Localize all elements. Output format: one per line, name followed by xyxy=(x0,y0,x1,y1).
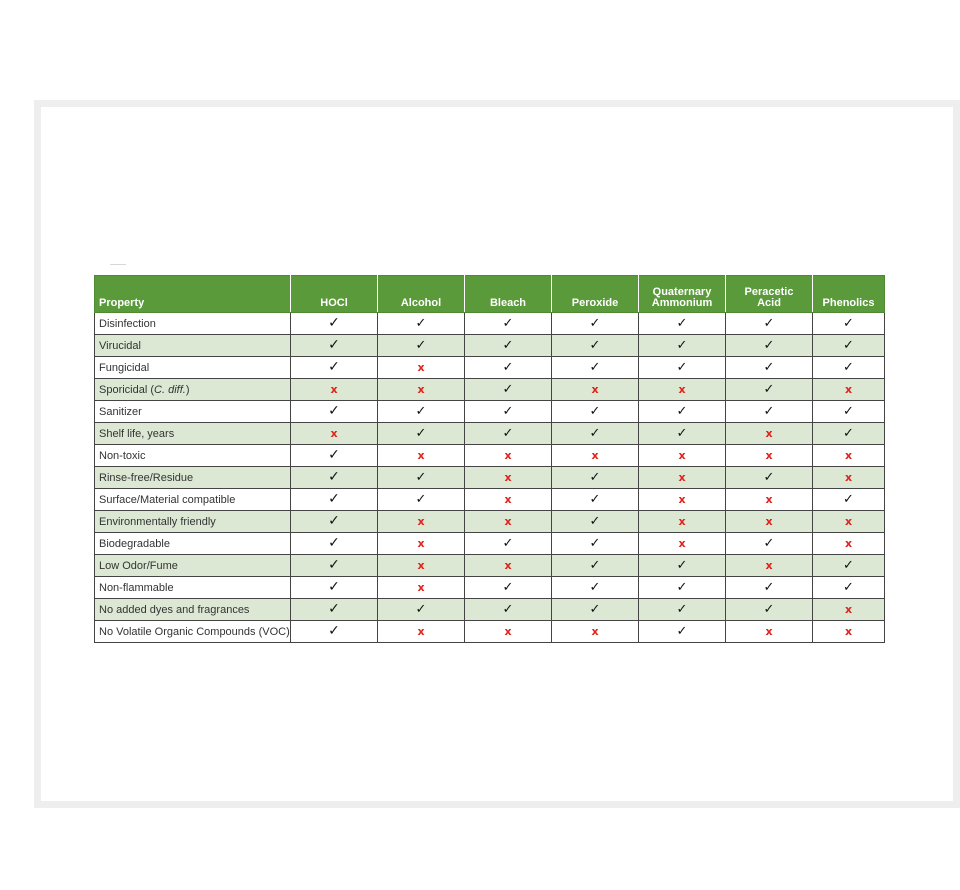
value-cell xyxy=(465,621,552,643)
value-cell xyxy=(552,379,639,401)
value-cell xyxy=(639,555,726,577)
value-cell xyxy=(726,555,813,577)
value-cell xyxy=(726,599,813,621)
value-cell xyxy=(465,357,552,379)
value-cell xyxy=(813,379,885,401)
value-cell xyxy=(726,489,813,511)
check-icon: ✓ xyxy=(415,338,427,353)
value-cell xyxy=(378,357,465,379)
check-icon: ✓ xyxy=(589,602,601,617)
column-header xyxy=(726,276,813,313)
check-icon: ✓ xyxy=(676,360,688,375)
table-row xyxy=(95,599,885,621)
value-cell xyxy=(726,445,813,467)
check-icon: ✓ xyxy=(676,338,688,353)
value-cell xyxy=(291,511,378,533)
check-icon: ✓ xyxy=(589,316,601,331)
value-cell xyxy=(813,423,885,445)
check-icon: ✓ xyxy=(843,580,854,595)
check-icon: ✓ xyxy=(763,338,775,353)
value-cell xyxy=(552,489,639,511)
table-row xyxy=(95,489,885,511)
x-icon: x xyxy=(504,515,512,528)
value-cell xyxy=(552,533,639,555)
x-icon: x xyxy=(417,537,425,550)
check-icon: ✓ xyxy=(589,426,601,441)
x-icon: x xyxy=(417,625,425,638)
property-cell: Disinfection xyxy=(95,313,291,335)
value-cell xyxy=(465,313,552,335)
x-icon: x xyxy=(591,449,599,462)
column-header-line: Ammonium xyxy=(651,297,713,309)
faint-line xyxy=(110,264,126,265)
check-icon: ✓ xyxy=(763,382,775,397)
property-cell: Virucidal xyxy=(95,335,291,357)
value-cell xyxy=(291,489,378,511)
check-icon: ✓ xyxy=(328,579,340,595)
check-icon: ✓ xyxy=(328,491,340,507)
value-cell xyxy=(813,489,885,511)
value-cell xyxy=(378,489,465,511)
check-icon: ✓ xyxy=(676,624,688,639)
value-cell xyxy=(726,423,813,445)
value-cell xyxy=(639,445,726,467)
x-icon: x xyxy=(844,625,853,638)
x-icon: x xyxy=(678,493,686,506)
value-cell xyxy=(291,533,378,555)
check-icon: ✓ xyxy=(589,558,601,573)
value-cell xyxy=(378,621,465,643)
x-icon: x xyxy=(678,471,686,484)
x-icon: x xyxy=(765,559,773,572)
check-icon: ✓ xyxy=(589,580,601,595)
value-cell xyxy=(465,423,552,445)
check-icon: ✓ xyxy=(502,536,514,551)
property-cell: Sanitizer xyxy=(95,401,291,423)
x-icon: x xyxy=(844,537,853,550)
value-cell xyxy=(378,423,465,445)
property-cell: Surface/Material compatible xyxy=(95,489,291,511)
check-icon: ✓ xyxy=(843,426,854,441)
property-cell: Shelf life, years xyxy=(95,423,291,445)
value-cell xyxy=(291,555,378,577)
x-icon: x xyxy=(417,559,425,572)
x-icon: x xyxy=(417,449,425,462)
value-cell xyxy=(552,423,639,445)
column-header xyxy=(639,276,726,313)
value-cell xyxy=(726,401,813,423)
property-cell: Fungicidal xyxy=(95,357,291,379)
x-icon: x xyxy=(504,559,512,572)
value-cell xyxy=(465,533,552,555)
value-cell xyxy=(291,621,378,643)
check-icon: ✓ xyxy=(676,404,688,419)
value-cell xyxy=(639,577,726,599)
check-icon: ✓ xyxy=(328,447,340,463)
column-header-line: Acid xyxy=(757,297,781,309)
check-icon: ✓ xyxy=(589,360,601,375)
value-cell xyxy=(639,357,726,379)
x-icon: x xyxy=(591,625,599,638)
value-cell xyxy=(291,467,378,489)
check-icon: ✓ xyxy=(843,404,854,419)
value-cell xyxy=(639,599,726,621)
value-cell xyxy=(639,401,726,423)
table-row xyxy=(95,555,885,577)
x-icon: x xyxy=(417,383,425,396)
value-cell xyxy=(465,445,552,467)
value-cell xyxy=(552,335,639,357)
value-cell xyxy=(639,335,726,357)
check-icon: ✓ xyxy=(589,492,601,507)
property-cell: No added dyes and fragrances xyxy=(95,599,291,621)
value-cell xyxy=(465,511,552,533)
value-cell xyxy=(726,335,813,357)
check-icon: ✓ xyxy=(843,338,854,353)
value-cell xyxy=(726,533,813,555)
value-cell xyxy=(378,467,465,489)
table-body xyxy=(95,313,885,643)
check-icon: ✓ xyxy=(676,602,688,617)
check-icon: ✓ xyxy=(676,426,688,441)
value-cell xyxy=(291,379,378,401)
check-icon: ✓ xyxy=(415,404,427,419)
table-row xyxy=(95,401,885,423)
value-cell xyxy=(813,467,885,489)
x-icon: x xyxy=(765,427,773,440)
check-icon: ✓ xyxy=(328,535,340,551)
value-cell xyxy=(378,335,465,357)
value-cell xyxy=(639,313,726,335)
table-header-row xyxy=(95,276,885,313)
column-header-line: Peracetic xyxy=(744,286,794,298)
check-icon: ✓ xyxy=(589,338,601,353)
value-cell xyxy=(813,401,885,423)
x-icon: x xyxy=(844,383,853,396)
value-cell xyxy=(378,577,465,599)
check-icon: ✓ xyxy=(763,536,775,551)
table-row xyxy=(95,511,885,533)
check-icon: ✓ xyxy=(676,580,688,595)
check-icon: ✓ xyxy=(502,602,514,617)
check-icon: ✓ xyxy=(328,557,340,573)
value-cell xyxy=(378,401,465,423)
value-cell xyxy=(291,335,378,357)
value-cell xyxy=(465,555,552,577)
value-cell xyxy=(639,423,726,445)
value-cell xyxy=(726,357,813,379)
property-cell: Non-toxic xyxy=(95,445,291,467)
table-row xyxy=(95,379,885,401)
value-cell xyxy=(552,621,639,643)
check-icon: ✓ xyxy=(502,426,514,441)
property-cell: Low Odor/Fume xyxy=(95,555,291,577)
check-icon: ✓ xyxy=(763,404,775,419)
comparison-table xyxy=(94,275,885,643)
check-icon: ✓ xyxy=(415,426,427,441)
value-cell xyxy=(726,467,813,489)
check-icon: ✓ xyxy=(502,316,514,331)
value-cell xyxy=(813,357,885,379)
value-cell xyxy=(291,599,378,621)
check-icon: ✓ xyxy=(589,514,601,529)
check-icon: ✓ xyxy=(843,316,854,331)
value-cell xyxy=(639,467,726,489)
value-cell xyxy=(291,577,378,599)
check-icon: ✓ xyxy=(328,359,340,375)
x-icon: x xyxy=(844,471,853,484)
check-icon: ✓ xyxy=(763,580,775,595)
value-cell xyxy=(552,599,639,621)
x-icon: x xyxy=(330,383,338,396)
value-cell xyxy=(378,445,465,467)
value-cell xyxy=(465,577,552,599)
value-cell xyxy=(726,621,813,643)
x-icon: x xyxy=(417,361,425,374)
value-cell xyxy=(378,313,465,335)
table-row xyxy=(95,533,885,555)
value-cell xyxy=(291,401,378,423)
value-cell xyxy=(552,555,639,577)
check-icon: ✓ xyxy=(676,316,688,331)
value-cell xyxy=(726,379,813,401)
x-icon: x xyxy=(678,537,686,550)
check-icon: ✓ xyxy=(763,602,775,617)
check-icon: ✓ xyxy=(415,492,427,507)
value-cell xyxy=(726,313,813,335)
value-cell xyxy=(378,555,465,577)
check-icon: ✓ xyxy=(328,337,340,353)
value-cell xyxy=(378,511,465,533)
column-header: Peroxide xyxy=(552,276,639,313)
x-icon: x xyxy=(844,515,853,528)
value-cell xyxy=(639,533,726,555)
check-icon: ✓ xyxy=(676,558,688,573)
value-cell xyxy=(465,401,552,423)
x-icon: x xyxy=(417,581,425,594)
check-icon: ✓ xyxy=(502,382,514,397)
value-cell xyxy=(291,423,378,445)
value-cell xyxy=(813,335,885,357)
value-cell xyxy=(552,357,639,379)
column-header: Property xyxy=(95,276,291,313)
table-row xyxy=(95,577,885,599)
value-cell xyxy=(291,445,378,467)
table-row xyxy=(95,423,885,445)
x-icon: x xyxy=(765,449,773,462)
check-icon: ✓ xyxy=(328,623,340,639)
value-cell xyxy=(726,577,813,599)
check-icon: ✓ xyxy=(502,360,514,375)
x-icon: x xyxy=(844,449,853,462)
table-row xyxy=(95,621,885,643)
check-icon: ✓ xyxy=(328,601,340,617)
check-icon: ✓ xyxy=(328,403,340,419)
property-cell: Environmentally friendly xyxy=(95,511,291,533)
property-cell: No Volatile Organic Compounds (VOC) xyxy=(95,621,291,643)
value-cell xyxy=(552,511,639,533)
x-icon: x xyxy=(504,471,512,484)
x-icon: x xyxy=(678,383,686,396)
check-icon: ✓ xyxy=(415,602,427,617)
check-icon: ✓ xyxy=(843,492,854,507)
property-cell: Non-flammable xyxy=(95,577,291,599)
x-icon: x xyxy=(504,625,512,638)
check-icon: ✓ xyxy=(843,360,854,375)
x-icon: x xyxy=(330,427,338,440)
x-icon: x xyxy=(678,515,686,528)
column-header: HOCl xyxy=(291,276,378,313)
value-cell xyxy=(552,401,639,423)
property-cell: Sporicidal (C. diff.) xyxy=(95,379,291,401)
value-cell xyxy=(552,467,639,489)
column-header: Phenolics xyxy=(813,276,885,313)
check-icon: ✓ xyxy=(415,316,427,331)
x-icon: x xyxy=(765,625,773,638)
check-icon: ✓ xyxy=(843,558,854,573)
value-cell xyxy=(378,533,465,555)
check-icon: ✓ xyxy=(415,470,427,485)
property-cell: Biodegradable xyxy=(95,533,291,555)
value-cell xyxy=(378,599,465,621)
x-icon: x xyxy=(765,493,773,506)
table-row xyxy=(95,357,885,379)
value-cell xyxy=(291,357,378,379)
value-cell xyxy=(813,313,885,335)
check-icon: ✓ xyxy=(328,315,340,331)
value-cell xyxy=(465,599,552,621)
x-icon: x xyxy=(504,449,512,462)
check-icon: ✓ xyxy=(589,404,601,419)
check-icon: ✓ xyxy=(589,470,601,485)
value-cell xyxy=(552,313,639,335)
value-cell xyxy=(813,445,885,467)
x-icon: x xyxy=(678,449,686,462)
value-cell xyxy=(552,577,639,599)
check-icon: ✓ xyxy=(328,469,340,485)
column-header: Alcohol xyxy=(378,276,465,313)
check-icon: ✓ xyxy=(502,338,514,353)
column-header-line: Quaternary xyxy=(652,286,712,298)
x-icon: x xyxy=(591,383,599,396)
x-icon: x xyxy=(844,603,853,616)
table-row xyxy=(95,445,885,467)
value-cell xyxy=(813,511,885,533)
check-icon: ✓ xyxy=(763,360,775,375)
value-cell xyxy=(813,599,885,621)
value-cell xyxy=(639,621,726,643)
value-cell xyxy=(726,511,813,533)
check-icon: ✓ xyxy=(502,580,514,595)
value-cell xyxy=(378,379,465,401)
value-cell xyxy=(813,555,885,577)
table-row xyxy=(95,313,885,335)
check-icon: ✓ xyxy=(589,536,601,551)
value-cell xyxy=(639,511,726,533)
property-cell: Rinse-free/Residue xyxy=(95,467,291,489)
value-cell xyxy=(813,577,885,599)
value-cell xyxy=(639,489,726,511)
check-icon: ✓ xyxy=(763,316,775,331)
table-row xyxy=(95,335,885,357)
value-cell xyxy=(291,313,378,335)
value-cell xyxy=(465,467,552,489)
value-cell xyxy=(465,489,552,511)
table-row xyxy=(95,467,885,489)
check-icon: ✓ xyxy=(502,404,514,419)
value-cell xyxy=(813,533,885,555)
check-icon: ✓ xyxy=(328,513,340,529)
x-icon: x xyxy=(504,493,512,506)
column-header: Bleach xyxy=(465,276,552,313)
value-cell xyxy=(465,335,552,357)
value-cell xyxy=(813,621,885,643)
value-cell xyxy=(552,445,639,467)
value-cell xyxy=(465,379,552,401)
value-cell xyxy=(639,379,726,401)
check-icon: ✓ xyxy=(763,470,775,485)
x-icon: x xyxy=(417,515,425,528)
x-icon: x xyxy=(765,515,773,528)
